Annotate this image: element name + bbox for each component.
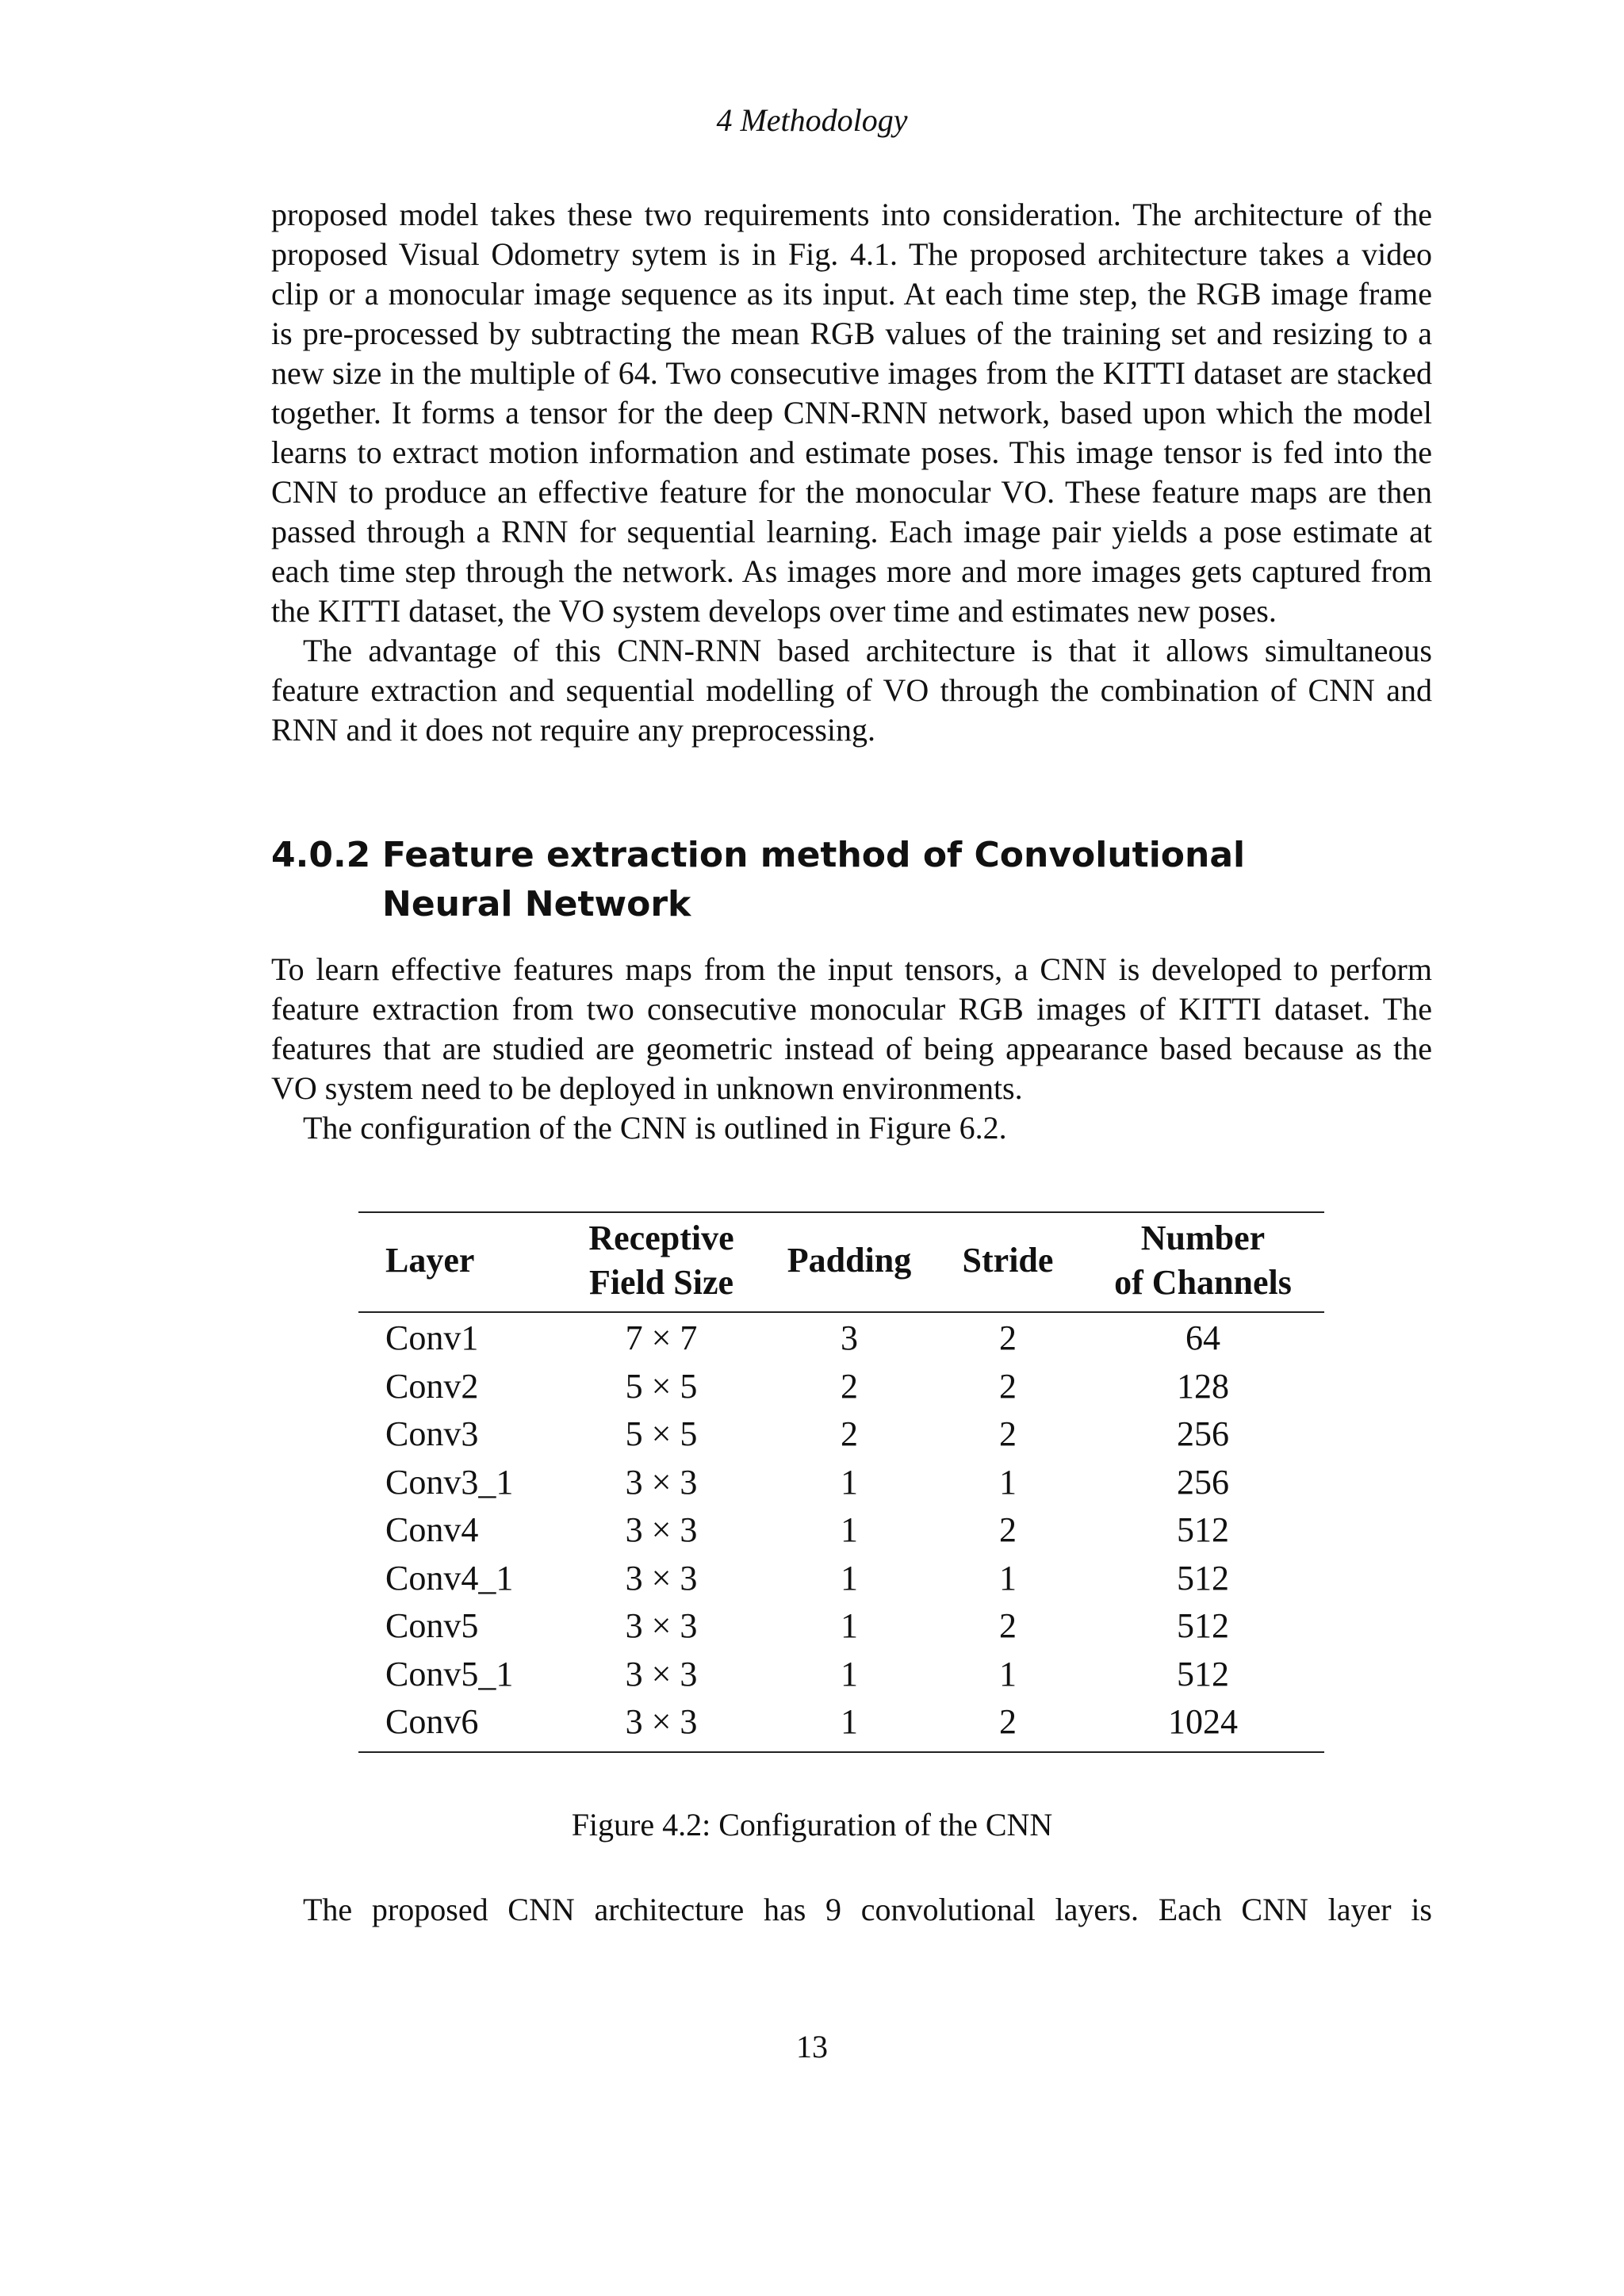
section-number: 4.0.2 xyxy=(271,835,371,875)
cell-padding: 1 xyxy=(841,1462,858,1502)
table-row xyxy=(358,1312,1324,1363)
cell-receptive-field: 3 × 3 xyxy=(625,1462,698,1502)
paragraph: To learn effective features maps from the input tensors, a CNN is developed to perform feature extraction from two consecutive monocular RGB images of KITTI dataset. The features that are studied are geometric instead of being appearance based because as the VO system need to be deployed in unknown environments. xyxy=(271,951,1432,1106)
paragraph: The advantage of this CNN-RNN based architecture is that it allows simultaneous feature extraction and sequential modelling of VO through the combination of CNN and RNN and it does not require any preprocessing. xyxy=(271,633,1432,748)
cell-stride: 2 xyxy=(999,1366,1017,1406)
cell-layer: Conv1 xyxy=(385,1318,479,1357)
header-padding: Padding xyxy=(787,1241,912,1280)
cell-layer: Conv4 xyxy=(385,1510,479,1549)
section-heading xyxy=(271,831,1381,929)
body-text-section xyxy=(271,950,1432,1148)
cell-receptive-field: 3 × 3 xyxy=(625,1558,698,1598)
cell-channels: 1024 xyxy=(1168,1702,1238,1741)
cell-stride: 1 xyxy=(999,1462,1017,1502)
table-row xyxy=(358,1555,1324,1603)
figure-caption: Figure 4.2: Configuration of the CNN xyxy=(571,1807,1053,1843)
table-header-row xyxy=(358,1212,1324,1312)
page-number: 13 xyxy=(796,2029,828,2064)
cell-padding: 1 xyxy=(841,1510,858,1549)
table-row xyxy=(358,1698,1324,1752)
cnn-config-table xyxy=(358,1211,1324,1753)
table-row xyxy=(358,1363,1324,1411)
cell-layer: Conv4_1 xyxy=(385,1558,514,1598)
cell-channels: 512 xyxy=(1177,1654,1229,1693)
table-row xyxy=(358,1602,1324,1651)
cell-channels: 256 xyxy=(1177,1414,1229,1453)
cell-padding: 1 xyxy=(841,1606,858,1645)
paragraph: proposed model takes these two requirements into consideration. The architecture of the proposed Visual Odometry sytem is in Fig. 4.1. The proposed architecture takes a video clip or a monocular image sequence as its input. At each time step, the RGB image frame is pre-processed by subtracting the mean RGB values of the training set and resizing to a new size in the multiple of 64. Two consecutive images from the KITTI dataset are stacked together. It forms a tensor for the deep CNN-RNN network, based upon which the model learns to extract motion information and estimate poses. This image tensor is fed into the CNN to produce an effective feature for the monocular VO. These feature maps are then passed through a RNN for sequential learning. Each image pair yields a pose estimate at each time step through the network. As images more and more images gets captured from the KITTI dataset, the VO system develops over time and estimates new poses. xyxy=(271,197,1432,629)
cell-receptive-field: 3 × 3 xyxy=(625,1702,698,1741)
paragraph: The proposed CNN architecture has 9 convolutional layers. Each CNN layer is xyxy=(303,1892,1432,1927)
header-receptive-field-size: Receptive Field Size xyxy=(588,1219,734,1302)
cell-channels: 64 xyxy=(1185,1318,1220,1357)
cell-layer: Conv3 xyxy=(385,1414,479,1453)
cell-receptive-field: 3 × 3 xyxy=(625,1606,698,1645)
cell-padding: 2 xyxy=(841,1366,858,1406)
cell-layer: Conv6 xyxy=(385,1702,479,1741)
cell-stride: 2 xyxy=(999,1318,1017,1357)
body-text-bottom xyxy=(271,1890,1432,1930)
cell-padding: 1 xyxy=(841,1558,858,1598)
cell-stride: 1 xyxy=(999,1558,1017,1598)
cell-padding: 3 xyxy=(841,1318,858,1357)
cell-stride: 2 xyxy=(999,1606,1017,1645)
cell-layer: Conv3_1 xyxy=(385,1462,514,1502)
table-row xyxy=(358,1651,1324,1699)
cell-channels: 256 xyxy=(1177,1462,1229,1502)
section-title: Feature extraction method of Convolutional Neural Network xyxy=(382,835,1246,924)
cell-layer: Conv5_1 xyxy=(385,1654,514,1693)
cell-receptive-field: 5 × 5 xyxy=(625,1366,698,1406)
body-text-top xyxy=(271,195,1432,750)
paragraph: The configuration of the CNN is outlined in Figure 6.2. xyxy=(303,1110,1007,1146)
cell-padding: 1 xyxy=(841,1702,858,1741)
header-number-of-channels: Number of Channels xyxy=(1114,1219,1292,1302)
cell-channels: 512 xyxy=(1177,1606,1229,1645)
cell-layer: Conv5 xyxy=(385,1606,479,1645)
table-row xyxy=(358,1506,1324,1555)
cell-stride: 2 xyxy=(999,1702,1017,1741)
cell-channels: 128 xyxy=(1177,1366,1229,1406)
header-layer: Layer xyxy=(385,1241,475,1280)
table-row xyxy=(358,1410,1324,1459)
cell-padding: 2 xyxy=(841,1414,858,1453)
cell-stride: 2 xyxy=(999,1414,1017,1453)
cell-channels: 512 xyxy=(1177,1510,1229,1549)
cell-layer: Conv2 xyxy=(385,1366,479,1406)
cnn-config-table-figure xyxy=(358,1211,1324,1753)
cell-receptive-field: 7 × 7 xyxy=(625,1318,698,1357)
header-stride: Stride xyxy=(962,1241,1054,1280)
running-head: 4 Methodology xyxy=(716,102,908,138)
cell-channels: 512 xyxy=(1177,1558,1229,1598)
cell-stride: 1 xyxy=(999,1654,1017,1693)
cell-padding: 1 xyxy=(841,1654,858,1693)
table-row xyxy=(358,1459,1324,1507)
cell-receptive-field: 3 × 3 xyxy=(625,1510,698,1549)
cell-stride: 2 xyxy=(999,1510,1017,1549)
cell-receptive-field: 5 × 5 xyxy=(625,1414,698,1453)
cell-receptive-field: 3 × 3 xyxy=(625,1654,698,1693)
